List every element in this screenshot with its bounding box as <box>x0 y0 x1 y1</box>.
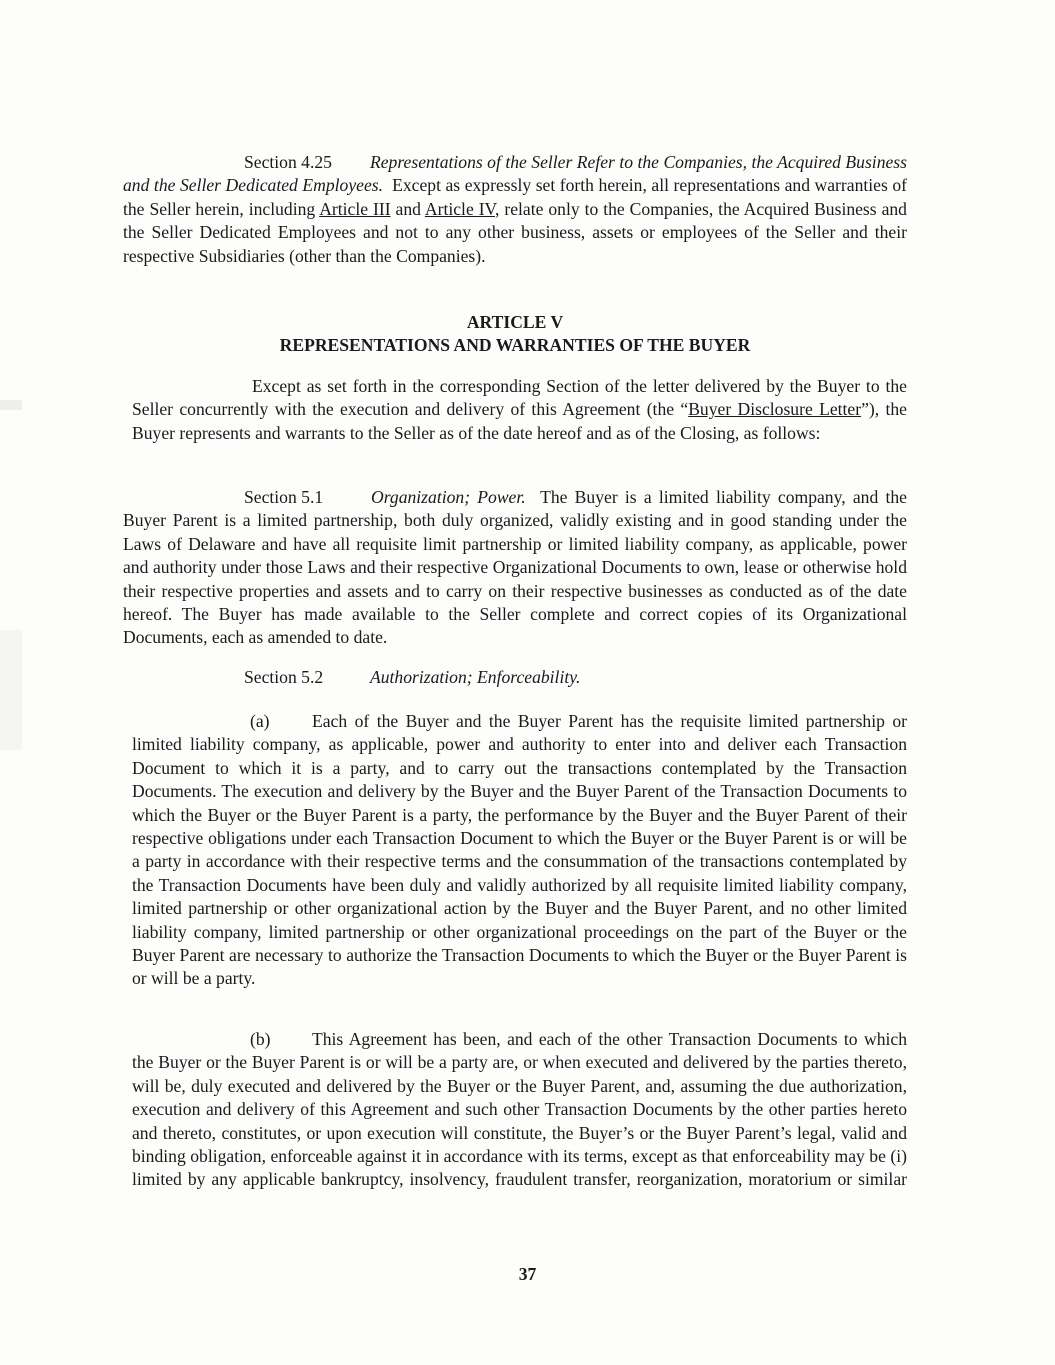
section-number: Section 4.25 <box>244 152 332 172</box>
section-text-tail: , relate only to the Companies, the Acquired Business and the Seller Dedicated Employees and not to any other business, assets or employees of the Seller and their respective Subsidiaries (other than the Companies). <box>123 198 907 266</box>
intro-text-tail: ”), the Buyer represents and warrants to the Seller as of the date hereof and as of the Closing, as follows: <box>132 399 907 443</box>
subsection-label: (b) <box>250 1029 271 1049</box>
page-number: 37 <box>518 1264 537 1284</box>
article-subheading: REPRESENTATIONS AND WARRANTIES OF THE BUYER <box>279 335 751 355</box>
defined-term-buyer-disclosure-letter: Buyer Disclosure Letter <box>688 399 862 420</box>
article-heading: ARTICLE V <box>466 312 564 332</box>
section-5-2-heading <box>244 666 580 689</box>
section-number: Section 5.1 <box>244 487 324 507</box>
section-text: The Buyer is a limited liability company, and the Buyer Parent is a limited partnership, both duly organized, validly existing and in good standing under the Laws of Delaware and have all requisite limit partnership or limited liability company, as applicable, power and authority under those Laws and their respective Organizational Documents to own, lease or otherwise hold their respective properties and assets and to carry on their respective businesses as conducted as of the date hereof. The Buyer has made available to the Seller complete and correct copies of its Organizational Documents, each as amended to date. <box>123 487 907 648</box>
section-title: Authorization; Enforceability. <box>370 667 581 687</box>
scan-edge-mark <box>0 400 22 410</box>
intro-text: Except as set forth in the corresponding Section of the letter delivered by the Buyer to the Seller concurrently with the execution and delivery of this Agreement (the “ <box>132 376 907 420</box>
subsection-b-paragraph <box>132 1028 907 1192</box>
subsection-a-paragraph <box>132 710 907 991</box>
article-iv-reference: Article IV <box>424 198 495 219</box>
section-number: Section 5.2 <box>244 667 324 687</box>
section-title: Organization; Power. <box>371 487 526 507</box>
scan-edge-mark <box>0 630 22 750</box>
subsection-text: This Agreement has been, and each of the other Transaction Documents to which the Buyer or the Buyer Parent is or will be a party are, or when executed and delivered by the parties thereto, will be, duly executed and delivered by the Buyer or the Buyer Parent, and, assuming the due authorization, execution and delivery of this Agreement and such other Transaction Documents by the other parties hereto and thereto, constitutes, or upon execution will constitute, the Buyer’s or the Buyer Parent’s legal, valid and binding obligation, enforceable against it in accordance with its terms, except as that enforceability may be (i) limited by any applicable bankruptcy, insolvency, fraudulent transfer, reorganization, moratorium or similar <box>132 1029 907 1190</box>
section-text-connector: and <box>390 198 425 219</box>
section-4-25-paragraph <box>123 151 907 268</box>
subsection-label: (a) <box>250 711 270 731</box>
section-title: Representations of the Seller Refer to the Companies, the Acquired Business and the Seller Dedicated Employees. <box>123 152 907 196</box>
subsection-text: Each of the Buyer and the Buyer Parent has the requisite limited partnership or limited liability company, as applicable, power and authority to enter into and deliver each Transaction Document to which it is a party, and to carry out the transactions contemplated by the Transaction Documents. The execution and delivery by the Buyer and the Buyer Parent of the Transaction Documents to which the Buyer or the Buyer Parent is a party, the performance by the Buyer and the Buyer Parent of their respective obligations under each Transaction Document to which the Buyer or the Buyer Parent is or will be a party in accordance with their respective terms and the consummation of the transactions contemplated by the Transaction Documents have been duly and validly authorized by all requisite limited liability company, limited partnership or other organizational action by the Buyer and the Buyer Parent, and no other limited liability company, limited partnership or other organizational proceedings on the part of the Buyer or the Buyer Parent are necessary to authorize the Transaction Documents to which the Buyer or the Buyer Parent is or will be a party. <box>132 711 907 989</box>
article-intro-paragraph <box>132 375 907 445</box>
article-iii-reference: Article III <box>319 198 391 219</box>
section-5-1-paragraph <box>123 486 907 650</box>
section-text: Except as expressly set forth herein, all representations and warranties of the Seller herein, including <box>123 175 908 219</box>
